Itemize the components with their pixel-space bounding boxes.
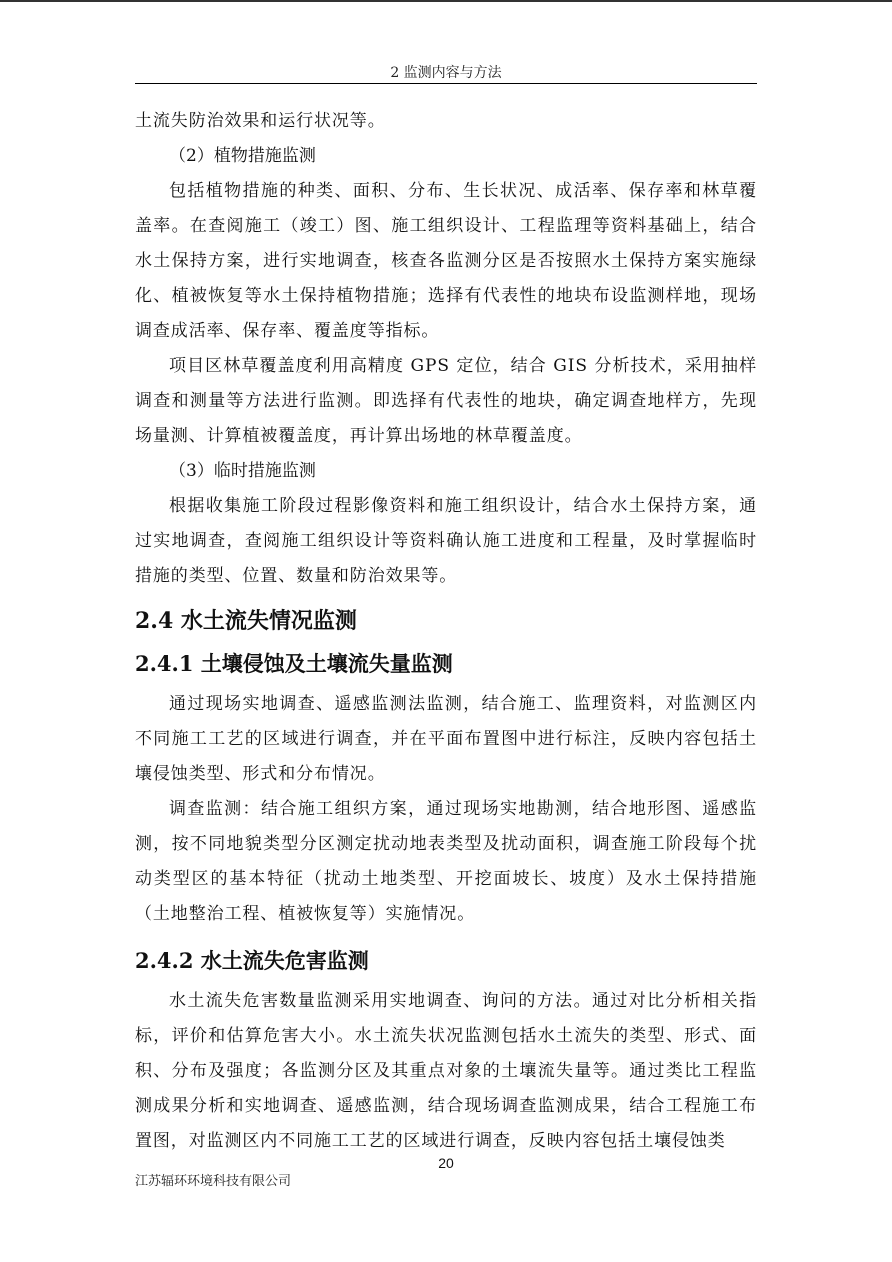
- paragraph-continuation: 土流失防治效果和运行状况等。: [135, 111, 386, 131]
- running-header: 2 监测内容与方法: [390, 65, 502, 81]
- section-heading-2-4: 2.4 水土流失情况监测: [135, 608, 357, 634]
- paragraph-hazard-monitoring: 水土流失危害数量监测采用实地调查、询问的方法。通过对比分析相关指标，评价和估算危害大小。水土流失状况监测包括水土流失的类型、形式、面积、分布及强度；各监测分区及其重点对象的土壤流失量等。通过类比工程监测成果分析和实地调查、遥感监测，结合现场调查监测成果，结合工程施工布置图，对监测区内不同施工工艺的区域进行调查，反映内容包括土壤侵蚀类: [135, 991, 757, 1151]
- paragraph-erosion-survey: 通过现场实地调查、遥感监测法监测，结合施工、监理资料，对监测区内不同施工工艺的区域进行调查，并在平面布置图中进行标注，反映内容包括土壤侵蚀类型、形式和分布情况。: [135, 694, 757, 784]
- section-heading-2-4-1: 2.4.1 土壤侵蚀及土壤流失量监测: [135, 651, 453, 676]
- section-heading-2-4-2: 2.4.2 水土流失危害监测: [135, 948, 369, 973]
- page-body: [135, 104, 757, 1159]
- page-number: 20: [438, 1155, 454, 1171]
- company-name: 江苏辐环环境科技有限公司: [135, 1174, 292, 1189]
- page-top-border: [0, 0, 892, 2]
- paragraph-coverage: 项目区林草覆盖度利用高精度 GPS 定位，结合 GIS 分析技术，采用抽样调查和测量等方法进行监测。即选择有代表性的地块，确定调查地样方，先现场量测、计算植被覆盖度，再计算出场地的林草覆盖度。: [135, 356, 757, 446]
- paragraph-survey-monitoring: 调查监测：结合施工组织方案，通过现场实地勘测，结合地形图、遥感监测，按不同地貌类型分区测定扰动地表类型及扰动面积，调查施工阶段每个扰动类型区的基本特征（扰动土地类型、开挖面坡长、坡度）及水土保持措施（土地整治工程、植被恢复等）实施情况。: [135, 799, 757, 924]
- paragraph-plant-measures: 包括植物措施的种类、面积、分布、生长状况、成活率、保存率和林草覆盖率。在查阅施工（竣工）图、施工组织设计、工程监理等资料基础上，结合水土保持方案，进行实地调查，核查各监测分区是否按照水土保持方案实施绿化、植被恢复等水土保持植物措施；选择有代表性的地块布设监测样地，现场调查成活率、保存率、覆盖度等指标。: [135, 181, 757, 341]
- subheading-temporary-measures: （3）临时措施监测: [169, 461, 316, 481]
- paragraph-temporary-measures: 根据收集施工阶段过程影像资料和施工组织设计，结合水土保持方案，通过实地调查，查阅施工组织设计等资料确认施工进度和工程量，及时掌握临时措施的类型、位置、数量和防治效果等。: [135, 496, 757, 586]
- header-rule: [135, 83, 757, 84]
- subheading-plant-measures: （2）植物措施监测: [169, 146, 316, 166]
